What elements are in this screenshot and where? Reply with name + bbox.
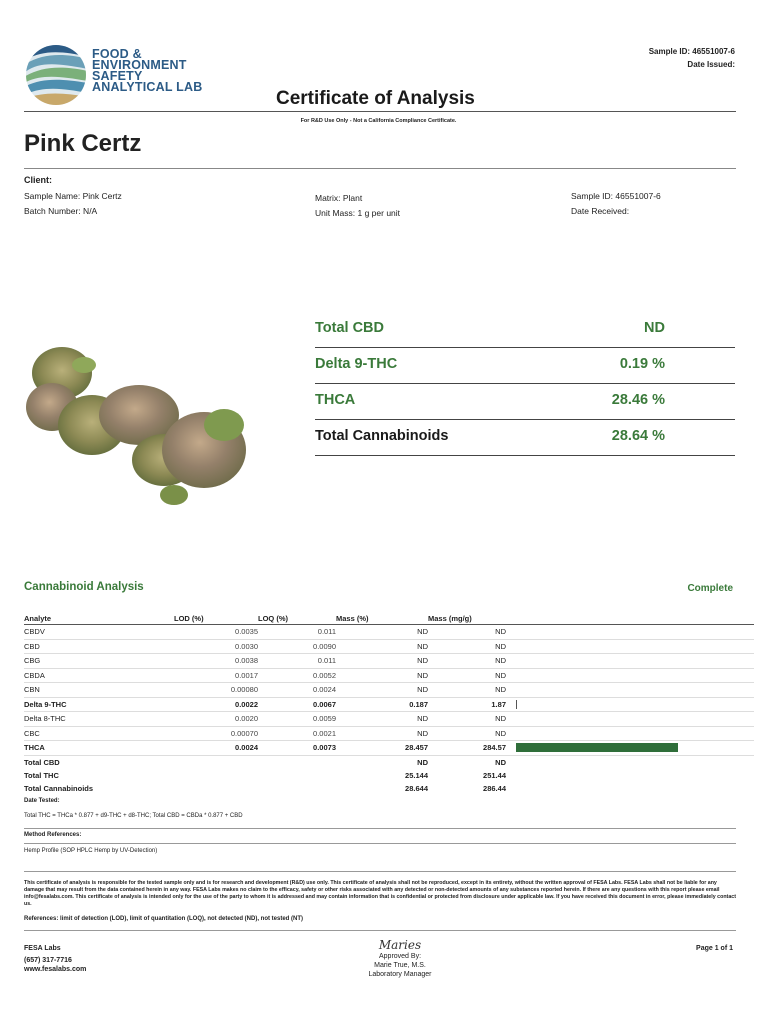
loq-cell: 0.011 <box>258 654 336 669</box>
table-row <box>24 726 754 741</box>
lod-cell: 0.00070 <box>174 726 258 741</box>
divider <box>24 828 736 829</box>
column-header: Mass (%) <box>336 612 428 625</box>
lod-cell: 0.0020 <box>174 712 258 727</box>
loq-cell: 0.0090 <box>258 639 336 654</box>
approved-by: Approved By: <box>378 953 422 960</box>
mass-pct-cell: 28.457 <box>336 741 428 756</box>
page-number: Page 1 of 1 <box>696 945 733 952</box>
empty-cell <box>506 782 754 795</box>
disclaimer: This certificate of analysis is responsible for the tested sample only and is for research and development (R&D) use only. This certificate of analysis shall not be reproduced, except in its entirety, without the written approval of FESA Labs. FESA Labs shall not be liable for any damage that may result from the data contained herein in any way. FESA Labs makes no claim to the efficacy, safety or other risks associated with any detected or non-detected amounts of any substances reported herein. If there are any questions with this report please email info@fesalabs.com. This certificate of analysis is intended only for the use of the party to whom it is addressed and may contain information that is confidential or protected from disclosure under applicable law. If you have received this document in error, please immediately contact us. <box>24 880 736 907</box>
header-sample-block <box>649 45 735 71</box>
summary-value: 0.19 % <box>619 356 665 372</box>
product-name: Pink Certz <box>24 130 142 157</box>
total-row <box>24 769 754 782</box>
empty-cell <box>174 755 258 769</box>
header-sample-id: Sample ID: 46551007-6 <box>648 47 735 56</box>
analyte-cell: THCA <box>24 741 174 756</box>
mass-pct-cell: ND <box>336 625 428 640</box>
bar-cell <box>506 625 754 640</box>
rd-use-note: For R&D Use Only - Not a California Compliance Certificate. <box>300 118 457 124</box>
total-mass-mg-cell: 286.44 <box>483 783 506 793</box>
analyte-cell: Delta 9-THC <box>24 697 174 712</box>
mass-mg-cell: ND <box>428 639 506 654</box>
bar-column-header <box>506 612 754 625</box>
method-reference: Hemp Profile (SOP HPLC Hemp by UV-Detection) <box>24 848 158 854</box>
lod-cell: 0.0038 <box>174 654 258 669</box>
table-row <box>24 697 754 712</box>
loq-cell: 0.0067 <box>258 697 336 712</box>
client-label: Client: <box>24 175 52 185</box>
footer-website: www.fesalabs.com <box>24 966 87 973</box>
footer-company-block <box>24 944 86 974</box>
total-mass-mg-cell: 251.44 <box>483 770 506 780</box>
summary-row-delta9 <box>315 347 735 384</box>
column-header: Analyte <box>24 612 174 625</box>
sample-id: Sample ID: 46551007-6 <box>571 191 661 201</box>
bar-cell <box>506 639 754 654</box>
mass-pct-cell: ND <box>336 668 428 683</box>
sample-info-middle <box>315 191 400 221</box>
bar-cell <box>506 741 754 756</box>
analyte-cell: CBN <box>24 683 174 698</box>
approver-title: Laboratory Manager <box>368 971 432 978</box>
status-badge: Complete <box>687 583 733 594</box>
empty-cell <box>258 769 336 782</box>
summary-row-total-cbd <box>315 311 735 348</box>
empty-cell <box>506 755 754 769</box>
empty-cell <box>174 782 258 795</box>
lod-cell: 0.0017 <box>174 668 258 683</box>
mass-mg-cell: ND <box>428 625 506 640</box>
total-row <box>24 755 754 769</box>
product-photo <box>24 255 256 565</box>
mass-pct-cell: ND <box>336 654 428 669</box>
column-header: Mass (mg/g) <box>428 612 506 625</box>
mass-mg-cell: ND <box>428 668 506 683</box>
summary-label: Total Cannabinoids <box>315 428 449 444</box>
date-received: Date Received: <box>571 206 630 216</box>
header-divider <box>24 111 736 112</box>
mass-mg-cell: 1.87 <box>428 697 506 712</box>
empty-cell <box>506 769 754 782</box>
mass-mg-cell: ND <box>428 654 506 669</box>
sample-info-left <box>24 189 122 219</box>
loq-cell: 0.0073 <box>258 741 336 756</box>
footer-phone: (657) 317-7716 <box>24 957 72 964</box>
empty-cell <box>258 755 336 769</box>
total-analyte-cell: Total Cannabinoids <box>24 783 94 793</box>
table-row <box>24 712 754 727</box>
loq-cell: 0.0052 <box>258 668 336 683</box>
mass-mg-cell: ND <box>428 712 506 727</box>
total-analyte-cell: Total CBD <box>24 757 60 767</box>
logo-line: ENVIRONMENT <box>92 58 187 72</box>
lod-cell: 0.0022 <box>174 697 258 712</box>
approval-block <box>300 938 500 979</box>
mass-mg-cell: ND <box>428 726 506 741</box>
matrix: Matrix: Plant <box>315 193 363 203</box>
section-title: Cannabinoid Analysis <box>24 581 144 593</box>
mass-mg-cell: ND <box>428 683 506 698</box>
bar-cell <box>506 668 754 683</box>
total-analyte-cell: Total THC <box>24 770 59 780</box>
page-title: Certificate of Analysis <box>276 88 475 109</box>
sample-name: Sample Name: Pink Certz <box>24 191 122 201</box>
empty-cell <box>258 782 336 795</box>
loq-cell: 0.0059 <box>258 712 336 727</box>
lod-cell: 0.0024 <box>174 741 258 756</box>
divider <box>24 930 736 931</box>
mass-pct-cell: ND <box>336 683 428 698</box>
table-row <box>24 683 754 698</box>
lab-logo-icon <box>24 43 88 107</box>
bar-cell <box>506 683 754 698</box>
summary-label: Total CBD <box>315 320 385 336</box>
empty-cell <box>174 769 258 782</box>
lab-logo-text <box>92 49 202 93</box>
header-date-issued: Date Issued: <box>687 60 735 69</box>
references: References: limit of detection (LOD), limit of quantitation (LOQ), not detected (ND), not tested (NT) <box>24 916 303 922</box>
table-row <box>24 639 754 654</box>
table-row <box>24 625 754 640</box>
bar-cell <box>506 712 754 727</box>
signature: Maries <box>378 938 422 952</box>
approver-name: Marie True, M.S. <box>374 962 426 969</box>
method-references-label: Method References: <box>24 832 82 838</box>
info-divider <box>24 168 736 169</box>
table-row <box>24 668 754 683</box>
lod-cell: 0.0035 <box>174 625 258 640</box>
summary-value: ND <box>644 320 665 336</box>
total-mass-mg-cell: ND <box>495 757 506 767</box>
loq-cell: 0.0021 <box>258 726 336 741</box>
summary-value: 28.46 % <box>611 392 665 408</box>
total-mass-pct-cell: ND <box>417 757 428 767</box>
summary-label: Delta 9-THC <box>315 356 398 372</box>
summary-row-total-cannabinoids <box>315 419 735 456</box>
table-header-row <box>24 612 754 625</box>
column-header: LOD (%) <box>174 612 258 625</box>
summary-value: 28.64 % <box>611 428 665 444</box>
mass-bar <box>516 700 517 709</box>
total-mass-pct-cell: 28.644 <box>405 783 428 793</box>
table-row <box>24 741 754 756</box>
unit-mass: Unit Mass: 1 g per unit <box>315 208 401 218</box>
analyte-cell: CBDA <box>24 668 174 683</box>
bar-cell <box>506 726 754 741</box>
table-row <box>24 654 754 669</box>
lod-cell: 0.00080 <box>174 683 258 698</box>
divider <box>24 843 736 844</box>
analyte-cell: CBG <box>24 654 174 669</box>
mass-mg-cell: 284.57 <box>428 741 506 756</box>
analyte-cell: CBD <box>24 639 174 654</box>
logo-line: SAFETY <box>92 69 143 83</box>
date-tested: Date Tested: <box>24 798 60 804</box>
total-mass-pct-cell: 25.144 <box>405 770 428 780</box>
mass-pct-cell: ND <box>336 726 428 741</box>
cannabinoid-table <box>24 612 754 795</box>
lod-cell: 0.0030 <box>174 639 258 654</box>
divider <box>24 871 736 872</box>
mass-bar <box>516 743 678 752</box>
logo-line: FOOD & <box>92 47 142 61</box>
bar-cell <box>506 654 754 669</box>
column-header: LOQ (%) <box>258 612 336 625</box>
loq-cell: 0.0024 <box>258 683 336 698</box>
analyte-cell: CBC <box>24 726 174 741</box>
summary-label: THCA <box>315 392 356 408</box>
batch-number: Batch Number: N/A <box>24 206 98 216</box>
analyte-cell: CBDV <box>24 625 174 640</box>
total-row <box>24 782 754 795</box>
bar-cell <box>506 697 754 712</box>
logo-line: ANALYTICAL LAB <box>92 80 203 94</box>
footer-company: FESA Labs <box>24 945 61 952</box>
mass-pct-cell: 0.187 <box>336 697 428 712</box>
loq-cell: 0.011 <box>258 625 336 640</box>
total-formula: Total THC = THCa * 0.877 + d9-THC + d8-THC; Total CBD = CBDa * 0.877 + CBD <box>24 813 243 819</box>
sample-info-right <box>571 189 661 219</box>
mass-pct-cell: ND <box>336 639 428 654</box>
analyte-cell: Delta 8-THC <box>24 712 174 727</box>
summary-row-thca <box>315 383 735 420</box>
mass-pct-cell: ND <box>336 712 428 727</box>
